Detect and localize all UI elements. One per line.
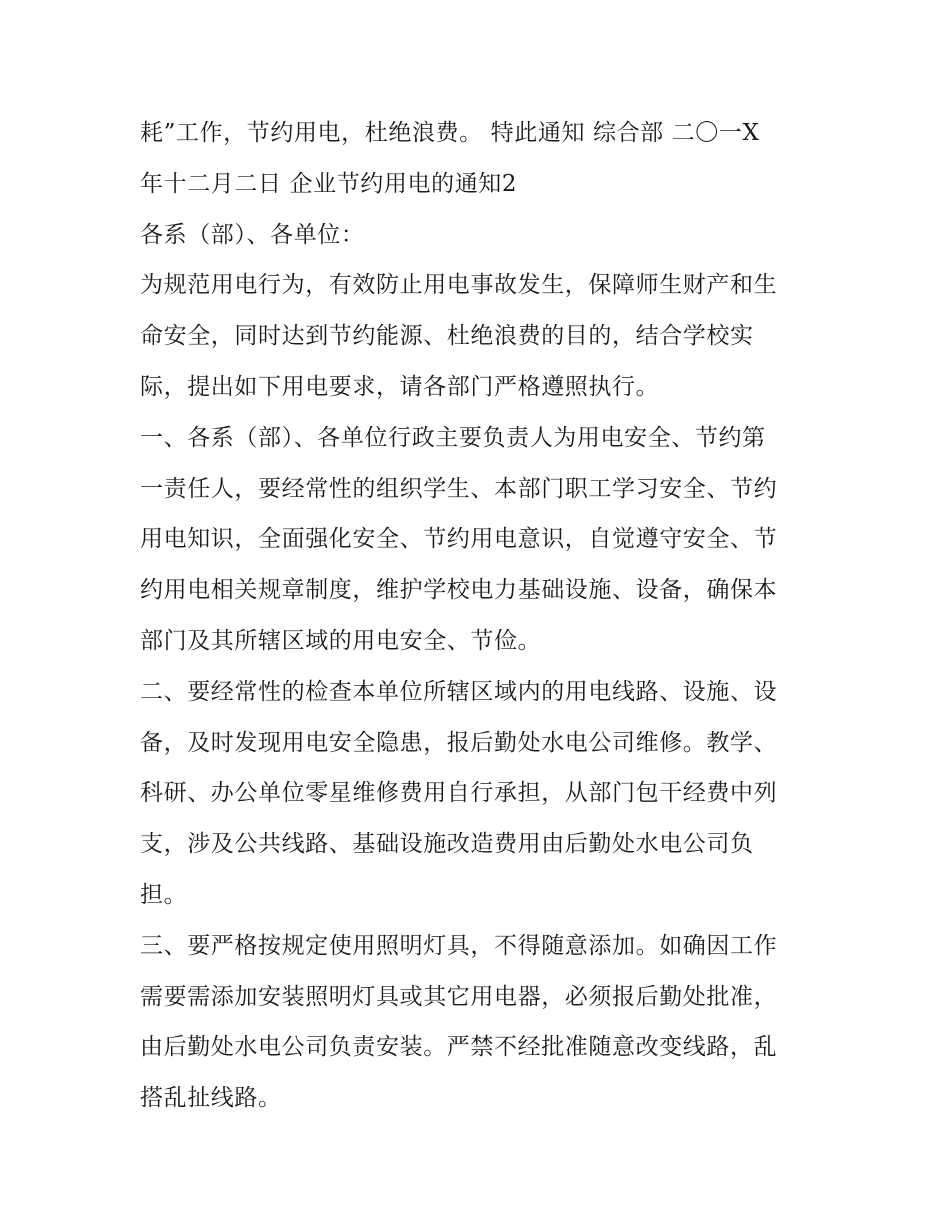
text-line-7: 一、各系（部）、各单位行政主要负责人为用电安全、节约第: [140, 424, 766, 451]
text-line-5: 命安全，同时达到节约能源、杜绝浪费的目的，结合学校实: [140, 323, 754, 350]
text-line-15: 支，涉及公共线路、基础设施改造费用由后勤处水电公司负: [140, 831, 754, 858]
text-line-6: 际，提出如下用电要求，请各部门严格遵照执行。: [140, 373, 660, 400]
text-line-11: 部门及其所辖区域的用电安全、节俭。: [140, 627, 542, 654]
text-line-2: 年十二月二日 企业节约用电的通知2: [140, 170, 518, 197]
text-line-19: 由后勤处水电公司负责安装。严禁不经批准随意改变线路，乱: [140, 1034, 778, 1061]
text-line-8: 一责任人，要经常性的组织学生、本部门职工学习安全、节约: [140, 475, 778, 502]
text-line-10: 约用电相关规章制度，维护学校电力基础设施、设备，确保本: [140, 577, 778, 604]
text-line-20: 搭乱扯线路。: [140, 1085, 282, 1112]
text-line-9: 用电知识，全面强化安全、节约用电意识，自觉遵守安全、节: [140, 526, 778, 553]
text-line-13: 备，及时发现用电安全隐患，报后勤处水电公司维修。教学、: [140, 729, 778, 756]
text-line-18: 需要需添加安装照明灯具或其它用电器，必须报后勤处批准，: [140, 983, 778, 1010]
text-line-1: 耗”工作，节约用电，杜绝浪费。 特此通知 综合部 二〇一X: [140, 120, 760, 146]
document-body: [140, 108, 816, 1124]
text-line-12: 二、要经常性的检查本单位所辖区域内的用电线路、设施、设: [140, 678, 778, 705]
text-line-16: 担。: [140, 881, 188, 908]
text-line-3: 各系（部）、各单位：: [140, 221, 365, 248]
text-line-17: 三、要严格按规定使用照明灯具，不得随意添加。如确因工作: [140, 932, 778, 959]
text-line-14: 科研、办公单位零星维修费用自行承担，从部门包干经费中列: [140, 780, 778, 807]
text-line-4: 为规范用电行为，有效防止用电事故发生，保障师生财产和生: [140, 272, 778, 299]
